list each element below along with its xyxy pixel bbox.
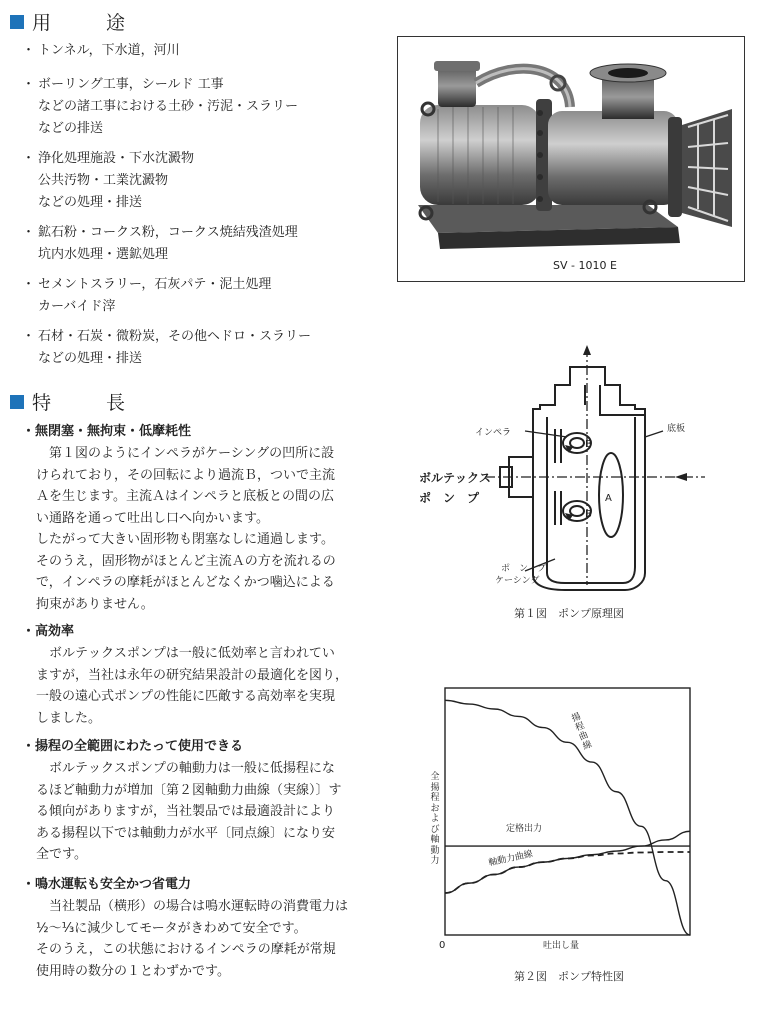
feature-body-line: 全です。: [36, 847, 87, 862]
chart-y-axis-label: 全揚程および軸動力: [430, 772, 440, 866]
pump-principle-diagram: [405, 345, 705, 600]
feature-body-line: ボルテックスポンプは一般に低効率と言われてい: [49, 646, 335, 661]
uses-item: [22, 40, 180, 62]
chart-series-line-2: [445, 831, 690, 893]
feature-body-line: るほど軸動力が増加〔第２図軸動力曲線（実線）〕す: [36, 782, 342, 798]
pump-characteristic-chart: [425, 680, 705, 955]
bullet-icon: ・: [22, 151, 36, 166]
feature-body-line: ½～⅓に減少してモータがきわめて安全です。: [36, 920, 307, 936]
feature-title: ・鳴水運転も安全かつ省電力: [22, 877, 192, 892]
uses-item-line: 浄化処理施設・下水沈澱物: [38, 151, 195, 166]
feature-title: ・無閉塞・無拘束・低摩耗性: [22, 424, 192, 439]
bullet-icon: ・: [22, 77, 36, 92]
features-heading: [10, 388, 143, 415]
feature-body-line: したがって大きい固形物も閉塞なしに通過します。: [36, 532, 334, 547]
submersible-pump-photo-icon: [398, 37, 744, 281]
feature-body-line: 第１図のようにインペラがケーシングの凹所に設: [49, 446, 335, 461]
head-curve-label: 揚程曲線: [570, 711, 594, 753]
uses-item-line: などの処理・排送: [38, 195, 143, 210]
uses-item-line: ボーリング工事，シールド 工事: [38, 77, 224, 92]
pump-photo-frame: [397, 36, 745, 282]
uses-item: [22, 222, 298, 266]
bullet-icon: ・: [22, 225, 36, 240]
uses-item: [22, 74, 298, 140]
rated-output-label: 定格出力: [506, 824, 543, 834]
feature-body-line: で，インペラの摩耗がほとんどなくかつ噛込による: [36, 575, 335, 590]
uses-item: [22, 274, 271, 318]
uses-item-line: トンネル，下水道，河川: [38, 43, 180, 58]
baseplate-label: 底板: [667, 424, 686, 434]
flow-b-lower-label: B: [585, 509, 592, 520]
uses-item-line: 石材・石炭・微粉炭，その他ヘドロ・スラリー: [38, 329, 312, 344]
photo-model-label: SV - 1010 E: [553, 259, 617, 272]
section-marker-icon: [10, 15, 24, 29]
feature-body-line: る傾向がありますが，当社製品では最適設計により: [36, 804, 336, 819]
feature-body: [36, 896, 374, 982]
uses-item-line: 鉱石粉・コークス粉，コークス焼結残渣処理: [38, 225, 298, 240]
uses-item-line: 公共汚物・工業沈澱物: [38, 173, 169, 188]
flow-b-upper-label: B: [585, 439, 592, 450]
feature-body-line: しました。: [36, 710, 102, 726]
uses-heading: [10, 8, 143, 35]
chart-frame: [445, 688, 690, 935]
vortex-pump-label-1: ボルテックス: [419, 471, 491, 485]
feature-body-line: 一般の遠心式ポンプの性能に匹敵する高効率を実現: [36, 689, 336, 704]
uses-item-line: 坑内水処理・選鉱処理: [38, 247, 169, 262]
feature-body-line: 当社製品（横形）の場合は鳴水運転時の消費電力は: [49, 899, 349, 914]
feature-body-line: そのうえ，この状態におけるインペラの摩耗が常規: [36, 942, 336, 957]
uses-item-line: などの諸工事における土砂・汚泥・スラリー: [38, 99, 299, 114]
chart-origin-label: 0: [439, 940, 446, 951]
bullet-icon: ・: [22, 329, 36, 344]
feature-body-line: ボルテックスポンプの軸動力は一般に低揚程にな: [49, 761, 335, 776]
uses-item-line: などの処理・排送: [38, 351, 143, 366]
chart-series-line-0: [445, 700, 690, 935]
feature-body: [36, 443, 374, 615]
feature-body-line: ますが，当社は永年の研究結果設計の最適化を図り，: [36, 667, 349, 683]
feature-title: ・高効率: [22, 624, 75, 639]
figure2-caption: 第２図 ポンプ特性図: [514, 970, 624, 983]
feature-body-line: Ａを生じます。主流Ａはインペラと底板との間の広: [36, 489, 334, 504]
bullet-icon: ・: [22, 43, 36, 58]
shaft-power-curve-label: 軸動力曲線: [487, 849, 534, 869]
feature-body-line: 拘束がありません。: [36, 596, 154, 612]
chart-x-axis-label: 吐出し量: [543, 941, 580, 951]
feature-body-line: 使用時の数分の１とわずかです。: [36, 963, 230, 979]
uses-item-line: カーバイド滓: [38, 299, 116, 314]
feature-body-line: そのうえ，固形物がほとんど主流Ａの方を流れるの: [36, 553, 336, 569]
casing-label-1: ポ ン プ: [501, 564, 547, 574]
uses-item: [22, 148, 194, 214]
flow-a-label: A: [605, 493, 612, 504]
figure1-caption: 第１図 ポンプ原理図: [514, 607, 624, 620]
section-marker-icon: [10, 395, 24, 409]
features-heading-text: 特 長: [32, 392, 144, 414]
feature-body: [36, 758, 374, 866]
casing-label-2: ケーシング: [495, 576, 540, 586]
feature-title: ・揚程の全範囲にわたって使用できる: [22, 739, 244, 754]
impeller-label: インペラ: [475, 428, 512, 438]
uses-item-line: などの排送: [38, 121, 104, 136]
feature-body: [36, 643, 374, 729]
feature-body-line: ある揚程以下では軸動力が水平〔同点線〕になり安: [36, 825, 336, 841]
vortex-pump-label-2: ポ ン プ: [419, 491, 480, 505]
uses-item-line: セメントスラリー，石灰パテ・泥土処理: [38, 277, 272, 292]
feature-body-line: けられており，その回転により過流Ｂ，ついで主流: [36, 467, 336, 483]
uses-heading-text: 用 途: [32, 12, 144, 34]
uses-item: [22, 326, 311, 370]
bullet-icon: ・: [22, 277, 36, 292]
feature-body-line: い通路を通って吐出し口へ向かいます。: [36, 510, 269, 526]
